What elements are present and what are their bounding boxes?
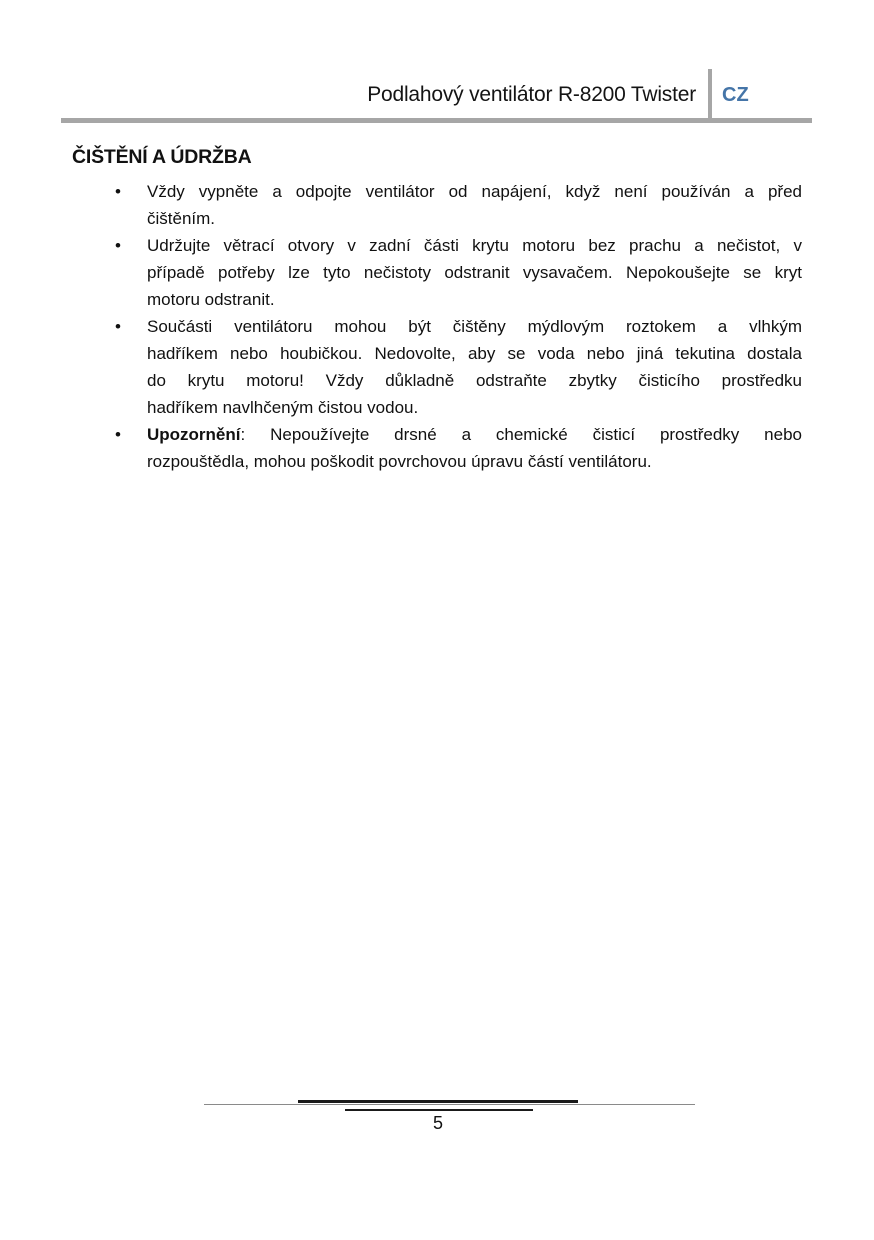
list-item-line: hadříkem nebo houbičkou. Nedovolte, aby se voda nebo jiná tekutina dostala bbox=[147, 344, 802, 363]
footer-rule-thin bbox=[345, 1109, 533, 1111]
list-item-line: do krytu motoru! Vždy důkladně odstraňte zbytky čisticího prostředku bbox=[147, 371, 802, 390]
list-item-line: Vždy vypněte a odpojte ventilátor od napájení, když není používán a před bbox=[147, 182, 802, 201]
list-item-line: Součásti ventilátoru mohou být čištěny mýdlovým roztokem a vlhkým bbox=[147, 317, 802, 336]
list-item-line: Udržujte větrací otvory v zadní části krytu motoru bez prachu a nečistot, v bbox=[147, 236, 802, 255]
instruction-list bbox=[115, 178, 802, 475]
bullet-icon: • bbox=[115, 236, 121, 255]
list-item bbox=[115, 313, 802, 421]
footer-rule-thick bbox=[298, 1100, 578, 1103]
header-divider-bar bbox=[708, 69, 712, 122]
bullet-icon: • bbox=[115, 317, 121, 336]
bullet-icon: • bbox=[115, 182, 121, 201]
list-item bbox=[115, 232, 802, 313]
header-rule bbox=[61, 118, 812, 123]
list-item-line bbox=[147, 421, 802, 448]
footer-rule-gray bbox=[204, 1104, 695, 1105]
section-heading: ČIŠTĚNÍ A ÚDRŽBA bbox=[72, 146, 252, 168]
list-item-line: případě potřeby lze tyto nečistoty odstranit vysavačem. Nepokoušejte se kryt bbox=[147, 263, 802, 282]
language-badge: CZ bbox=[722, 84, 749, 106]
list-item-line-text: : Nepoužívejte drsné a chemické čisticí prostředky nebo bbox=[240, 425, 802, 444]
list-item bbox=[115, 421, 802, 475]
page-number: 5 bbox=[432, 1113, 443, 1133]
list-item-line: hadříkem navlhčeným čistou vodou. bbox=[147, 398, 419, 417]
list-item-line: motoru odstranit. bbox=[147, 290, 275, 309]
warning-label: Upozornění bbox=[147, 425, 241, 444]
document-title: Podlahový ventilátor R-8200 Twister bbox=[367, 83, 696, 106]
list-item bbox=[115, 178, 802, 232]
list-item-line: rozpouštědla, mohou poškodit povrchovou úpravu částí ventilátoru. bbox=[147, 452, 652, 471]
list-item-line: čištěním. bbox=[147, 209, 216, 228]
bullet-icon: • bbox=[115, 425, 121, 444]
